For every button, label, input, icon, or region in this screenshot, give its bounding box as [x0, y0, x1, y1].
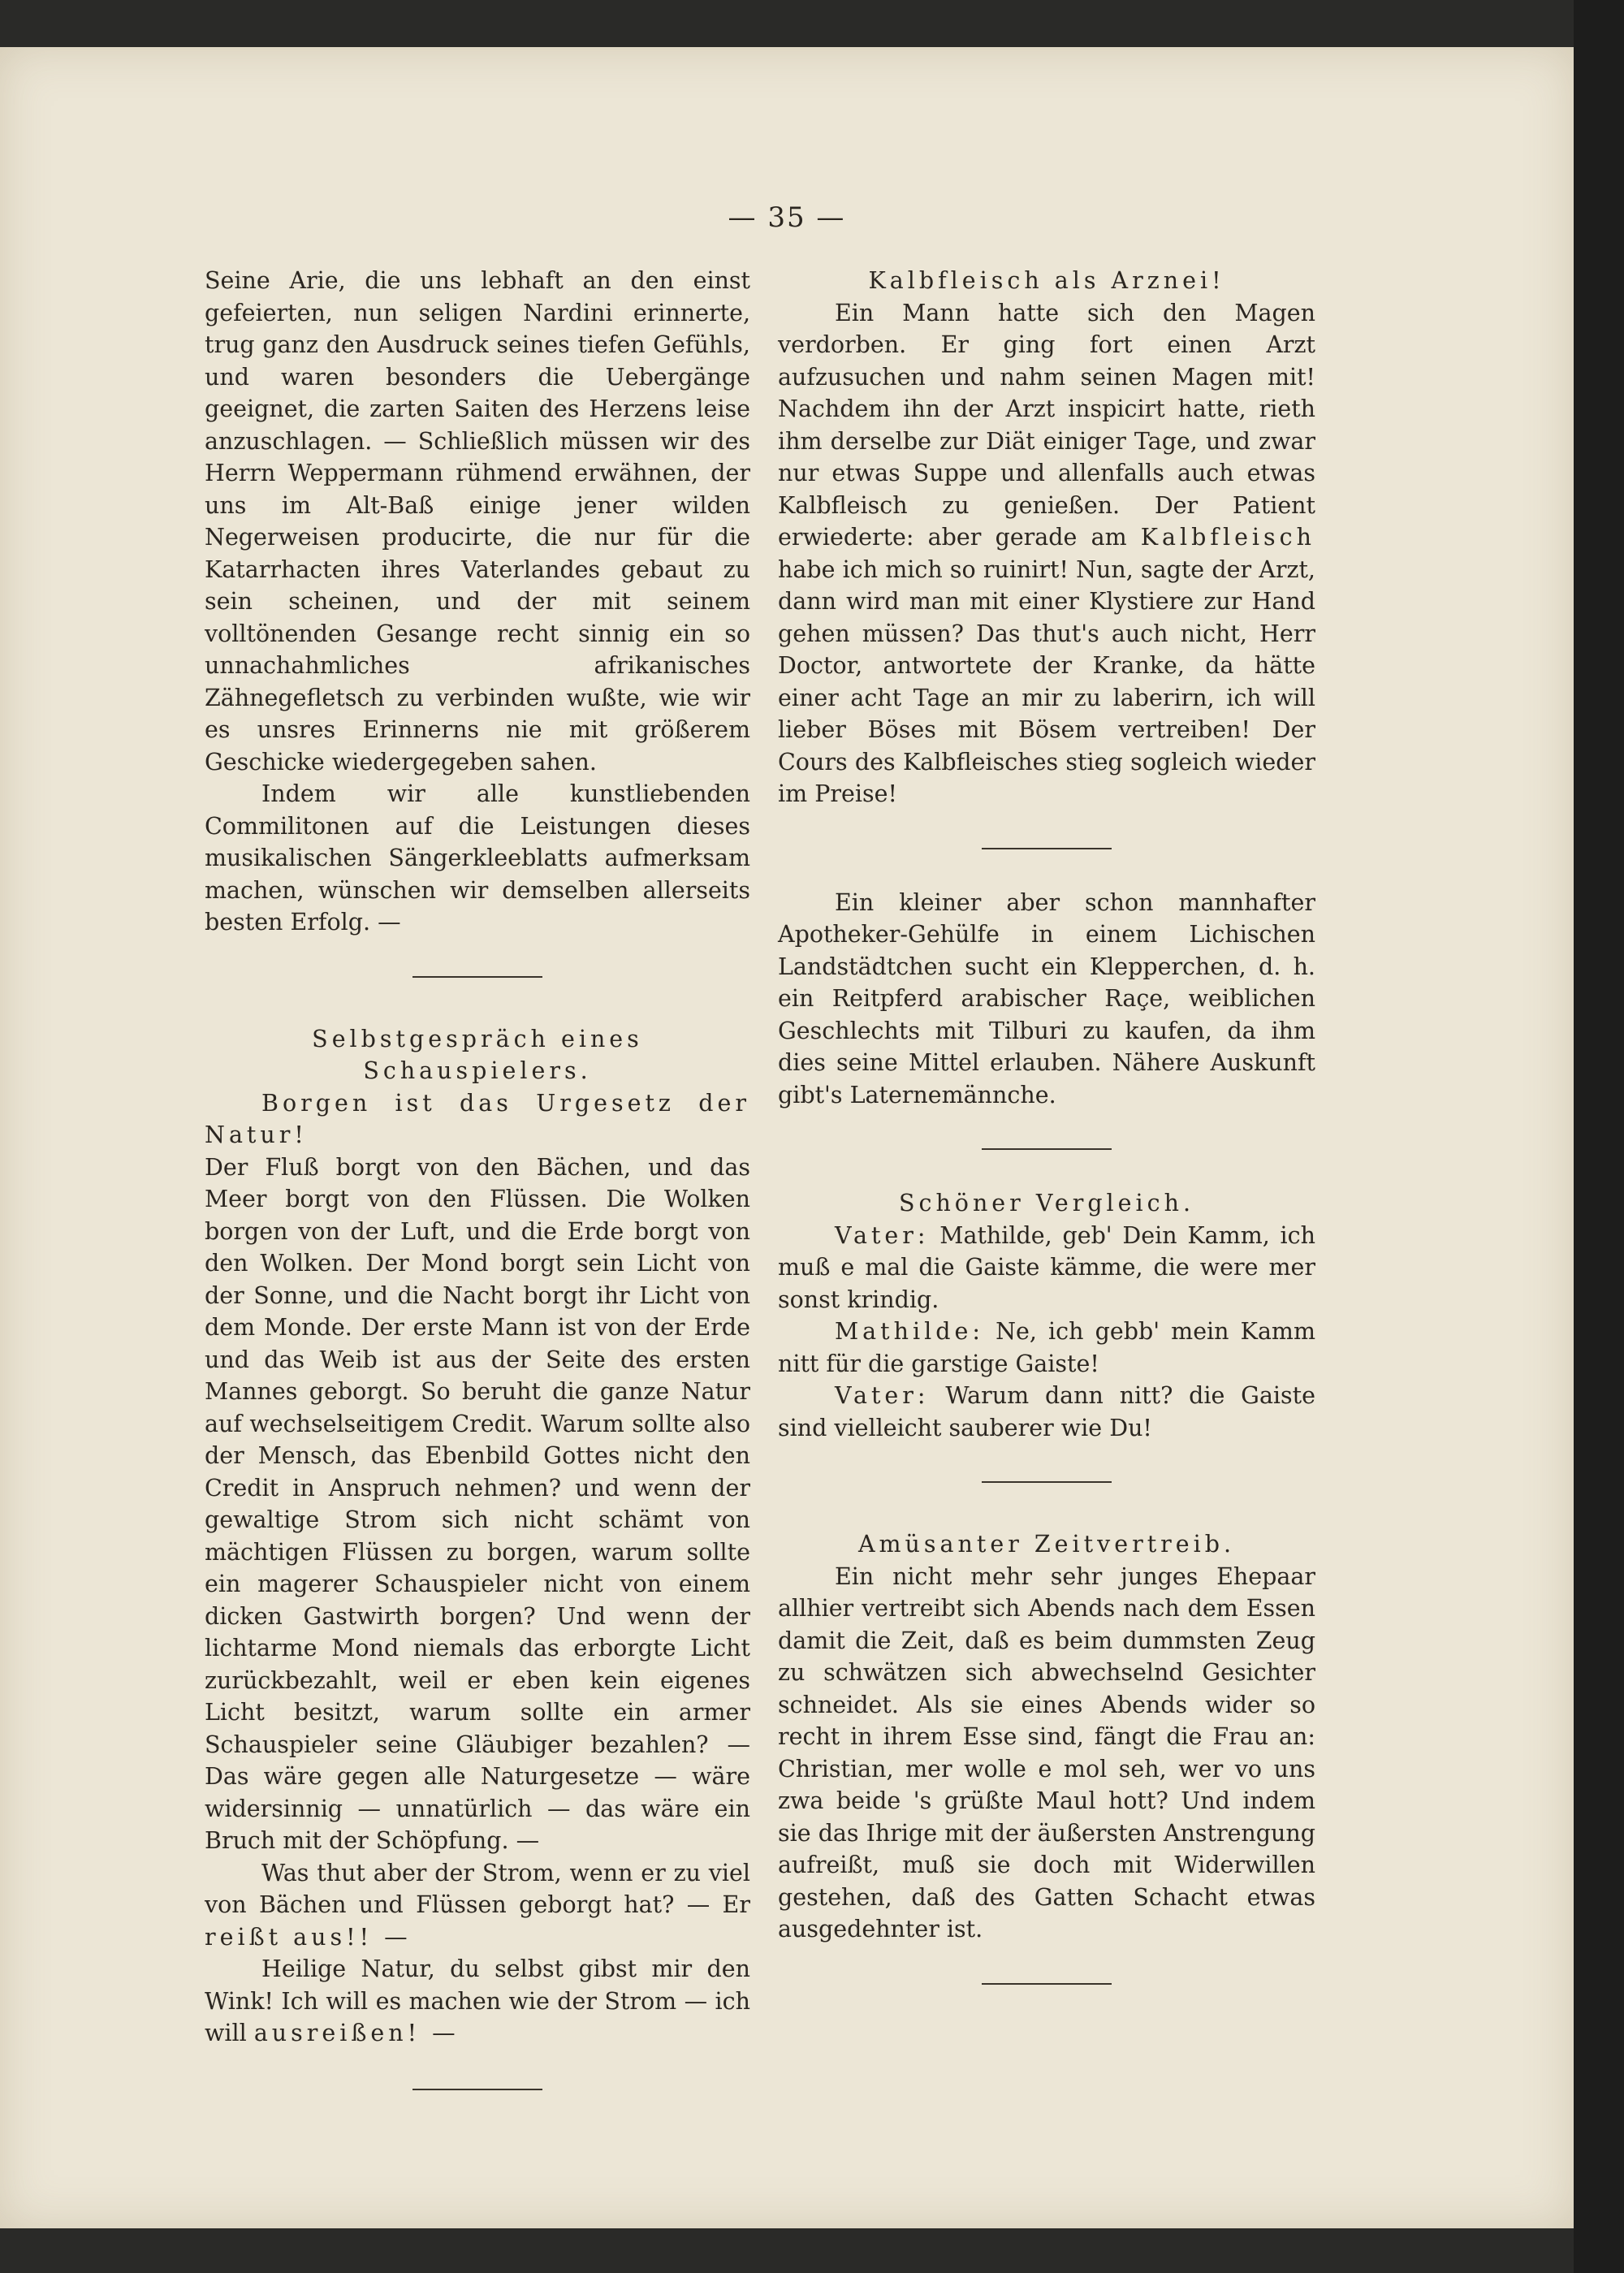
concert-review-closing: Indem wir alle kunstliebenden Commilitonen auf die Leistungen dieses musikalischen Sängerkleeblatts aufmerksam machen, wünschen wir demselben allerseits besten Erfolg. —	[205, 780, 750, 936]
dialogue-text: Warum dann nitt? die Gaiste sind vielleicht sauberer wie Du!	[778, 1382, 1315, 1441]
paragraph-text: Heilige Natur, du selbst gibst mir den Wink! Ich will es machen wie der Strom — ich will	[205, 1955, 750, 2046]
classified-ad: Ein kleiner aber schon mannhafter Apotheker-Gehülfe in einem Lichischen Landstädtchen sucht ein Klepperchen, d. h. ein Reitpferd arabischer Raçe, weiblichen Geschlechts mit Tilburi zu kaufen, da ihm dies seine Mittel erlauben. Nähere Auskunft gibt's Laternemännche.	[778, 888, 1315, 1108]
speaker-name: Vater:	[835, 1221, 930, 1249]
kalbfleisch-title: Kalbfleisch als Arznei!	[868, 267, 1225, 294]
vergleich-title: Schöner Vergleich.	[898, 1190, 1195, 1216]
selbstgespraech-paragraph: Der Fluß borgt von den Bächen, und das Meer borgt von den Flüssen. Die Wolken borgen von der Luft, und die Erde borgt von den Wolken. Der Mond borgt sein Licht von der Sonne, und die Nacht borgt ihr Licht von dem Monde. Der erste Mann ist von der Erde und das Weib ist aus der Seite des ersten Mannes geborgt. So beruht die ganze Natur auf wechselseitigem Credit. Warum sollte also der Mensch, das Ebenbild Gottes nicht den Credit in Anspruch nehmen? und wenn der gewaltige Strom sich nicht schämt von mächtigen Flüssen zu borgen, warum sollte ein magerer Schauspieler nicht von einem dicken Gastwirth borgen? Und wenn der lichtarme Mond niemals das erborgte Licht zurückbezahlt, weil er eben kein eigenes Licht besitzt, warum sollte ein armer Schauspieler seine Gläubiger bezahlen? — Das wäre gegen alle Naturgesetze — wäre widersinnig — unnatürlich — das wäre ein Bruch mit der Schöpfung. —	[205, 1153, 750, 1854]
page-number: — 35 —	[728, 201, 846, 234]
selbstgespraech-title: Selbstgespräch eines Schauspielers.	[312, 1025, 643, 1084]
selbstgespraech-lead: Borgen ist das Urgesetz der Natur!	[205, 1089, 750, 1148]
selbstgespraech-paragraph-3	[205, 1953, 750, 2050]
section-divider	[412, 2089, 542, 2090]
speaker-name: Vater:	[835, 1382, 930, 1409]
section-divider	[982, 1983, 1112, 1985]
left-column	[205, 265, 750, 2090]
dialogue-text: Mathilde, geb' Dein Kamm, ich muß e mal die Gaiste kämme, die were mer sonst krindig.	[778, 1221, 1315, 1313]
right-column	[778, 265, 1315, 1985]
dialogue-line	[778, 1220, 1315, 1316]
selbstgespraech-paragraph-2	[205, 1857, 750, 1954]
zeitvertreib-title: Amüsanter Zeitvertreib.	[857, 1531, 1236, 1558]
paragraph-text: habe ich mich so ruinirt! Nun, sagte der Arzt, dann wird man mit einer Klystiere zur Hand gehen müssen? Das thut's auch nicht, Herr Doctor, antwortete der Kranke, da hätte einer acht Tage an mir zu laberirn, ich will lieber Böses mit Bösem vertreiben! Der Cours des Kalbfleisches stieg sogleich wieder im Preise!	[778, 555, 1315, 807]
paragraph-text: Was thut aber der Strom, wenn er zu viel von Bächen und Flüssen geborgt hat? — Er	[205, 1859, 750, 1918]
emphasis-text: reißt aus!! —	[205, 1923, 412, 1951]
zeitvertreib-text: Ein nicht mehr sehr junges Ehepaar allhier vertreibt sich Abends nach dem Essen damit die Zeit, daß es beim dummsten Zeug zu schwätzen sich abwechselnd Gesichter schneidet. Als sie eines Abends wider so recht in ihrem Esse sind, fängt die Frau an: Christian, mer wolle e mol seh, wer vo uns zwa beide 's grüßte Maul hott? Und indem sie das Ihrige mit der äußersten Anstrengung aufreißt, muß sie doch mit Widerwillen gestehen, daß des Gatten Schacht etwas ausgedehnter ist.	[778, 1562, 1315, 1942]
speaker-name: Mathilde:	[835, 1318, 984, 1345]
paragraph-text: Ein Mann hatte sich den Magen verdorben. Er ging fort einen Arzt aufzusuchen und nahm seinen Magen mit! Nachdem ihn der Arzt inspicirt hatte, rieth ihm derselbe zur Diät einiger Tage, und zwar nur etwas Suppe und allenfalls auch etwas Kalbfleisch zu genießen. Der Patient erwiederte: aber gerade am	[778, 299, 1315, 551]
scan-border	[1574, 0, 1624, 2273]
kalbfleisch-text	[778, 297, 1315, 810]
dialogue-text: Ne, ich gebb' mein Kamm nitt für die garstige Gaiste!	[778, 1318, 1315, 1377]
emphasis-text: ausreißen! —	[253, 2020, 460, 2046]
emphasis-text: Kalbfleisch	[1140, 524, 1315, 551]
concert-review-text: Seine Arie, die uns lebhaft an den einst gefeierten, nun seligen Nardini erinnerte, trug ganz den Ausdruck seines tiefen Gefühls, und waren besonders die Uebergänge geeignet, die zarten Saiten des Herzens leise anzuschlagen. — Schließlich müssen wir des Herrn Weppermann rühmend erwähnen, der uns im Alt-Baß einige jener wilden Negerweisen producirte, die nur für die Katarrhacten ihres Vaterlandes gebaut zu sein scheinen, und der mit seinem volltönenden Gesange recht sinnig ein so unnachahmliches afrikanisches Zähnegefletsch zu verbinden wußte, wie wir es unsres Erinnerns nie mit größerem Geschicke wiedergegeben sahen.	[205, 267, 750, 776]
dialogue-line	[778, 1316, 1315, 1380]
dialogue-line	[778, 1380, 1315, 1444]
